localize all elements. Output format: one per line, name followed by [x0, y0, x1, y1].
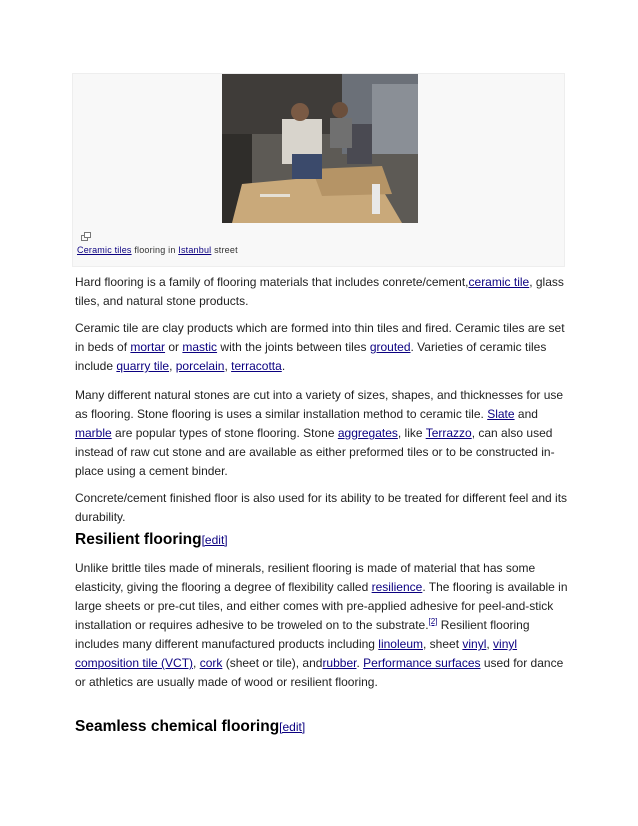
text: . [356, 656, 364, 670]
link-mortar[interactable]: mortar [130, 340, 166, 354]
text: . [281, 359, 286, 373]
text: Many different natural stones are cut into a variety of sizes, shapes, and thicknesses for use as flooring. Stone flooring is uses a similar installation method to ceramic tile. [75, 388, 564, 421]
text: , like [397, 426, 426, 440]
text: , glass tiles, and natural stone products. [75, 275, 564, 308]
text: Hard flooring is a family of flooring materials that includes conrete/cement, [75, 275, 469, 289]
paragraph-natural-stone [75, 386, 570, 481]
citation-link[interactable]: [2] [428, 617, 438, 626]
text: . Varieties of ceramic tiles include [75, 340, 547, 373]
caption-text: flooring in [134, 245, 176, 255]
link-terracotta[interactable]: terracotta [231, 359, 282, 373]
caption-link-istanbul[interactable]: Istanbul [178, 245, 212, 255]
text: and [514, 407, 538, 421]
text: Concrete/cement finished floor is also used for its ability to be treated for different feel and its durability. [75, 491, 568, 524]
link-vct[interactable]: vinyl composition tile (VCT) [75, 637, 518, 670]
edit-link-resilient[interactable]: [edit] [201, 533, 228, 547]
heading-resilient-flooring [75, 531, 228, 549]
link-aggregates[interactable]: aggregates [337, 426, 398, 440]
link-cork[interactable]: cork [199, 656, 223, 670]
link-mastic[interactable]: mastic [182, 340, 218, 354]
paragraph-concrete [75, 489, 570, 527]
link-grouted[interactable]: grouted [369, 340, 411, 354]
text: , [486, 637, 494, 651]
magnify-clip-icon[interactable] [81, 228, 91, 237]
link-vinyl[interactable]: vinyl [462, 637, 487, 651]
text: , sheet [423, 637, 463, 651]
text: or [165, 340, 183, 354]
link-marble[interactable]: marble [75, 426, 112, 440]
link-porcelain[interactable]: porcelain [175, 359, 225, 373]
caption-text-end: street [214, 245, 238, 255]
paragraph-hard-flooring [75, 273, 570, 311]
tile-workers-photo[interactable] [222, 74, 418, 223]
text: with the joints between tiles [217, 340, 370, 354]
heading-seamless-chemical-flooring [75, 718, 305, 736]
text: (sheet or tile), and [222, 656, 323, 670]
link-performance-surfaces[interactable]: Performance surfaces [363, 656, 481, 670]
link-quarry-tile[interactable]: quarry tile [116, 359, 170, 373]
text: . The flooring is available in large sheets or pre-cut tiles, and either comes with pre-applied adhesive for peel-and-stick installation or requires adhesive to be troweled on to the substrate. [75, 580, 568, 632]
image-thumbnail-box [72, 73, 565, 267]
text: , [224, 359, 232, 373]
link-slate[interactable]: Slate [487, 407, 515, 421]
text: , can also used instead of raw cut stone and are available as either preformed tiles or to be constructed in-place using a cement binder. [75, 426, 555, 478]
link-linoleum[interactable]: linoleum [378, 637, 423, 651]
text: Unlike brittle tiles made of minerals, resilient flooring is made of material that has some elasticity, giving the flooring a degree of flexibility called [75, 561, 536, 594]
text: are popular types of stone flooring. Stone [111, 426, 338, 440]
link-ceramic-tile[interactable]: ceramic tile [468, 275, 530, 289]
text: Ceramic tile are clay products which are formed into thin tiles and fired. Ceramic tiles are set in beds of [75, 321, 565, 354]
paragraph-resilient [75, 559, 570, 692]
paragraph-ceramic-tile [75, 319, 570, 376]
caption-link-ceramic-tiles[interactable]: Ceramic tiles [77, 245, 132, 255]
text: Resilient flooring includes many different manufactured products including [75, 618, 530, 651]
text: , [169, 359, 176, 373]
link-terrazzo[interactable]: Terrazzo [425, 426, 472, 440]
heading-title: Resilient flooring [75, 531, 202, 548]
link-resilience[interactable]: resilience [371, 580, 423, 594]
figure-caption [77, 245, 238, 255]
link-rubber[interactable]: rubber [322, 656, 357, 670]
edit-link-seamless[interactable]: [edit] [279, 720, 306, 734]
text: , [193, 656, 200, 670]
text: used for dance or athletics are usually made of wood or resilient flooring. [75, 656, 564, 689]
heading-title: Seamless chemical flooring [75, 718, 280, 735]
